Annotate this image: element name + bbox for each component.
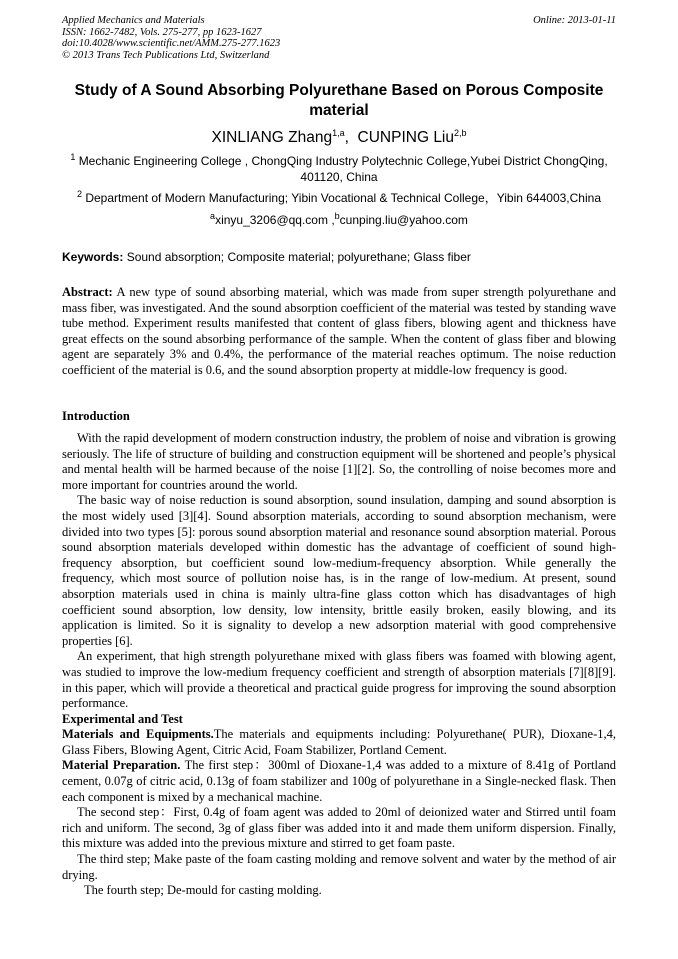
- intro-paragraph-1: With the rapid development of modern construction industry, the problem of noise and vibration is growing seriously. The life of structure of building and construction equipment will be shortened and people’s physical and mental health will be harmed because of the noise [1][2]. So, the controlling of noise becomes more and more important for countries around the world.: [62, 431, 616, 492]
- body-section: [62, 431, 616, 899]
- email-line: [62, 208, 616, 228]
- intro-paragraph-2: The basic way of noise reduction is sound absorption, sound insulation, damping and sound absorption is the most widely used [3][4]. Sound absorption materials, according to sound absorption mechanism, were divided into two types [5]: porous sound absorption material and resonance sound absorption material. Porous sound absorption materials developed within domestic has the advantage of coefficient of sound high-frequency absorption, but coefficient sound low-medium-frequency absorption. While generally the frequency, which most source of pollution noise has, is in the range of low-medium. At present, sound absorption materials used in china is mainly ultra-fine glass cotton which has disadvantages of high coefficient sound absorption, low density, low intensity, brittle easily broken, easily blowing, and its application is limited. So it is signality to develop a new adsorption material with good comprehensive properties [6].: [62, 493, 616, 648]
- email-a-mark: a: [210, 211, 216, 221]
- keywords-label: Keywords:: [62, 250, 124, 264]
- author-2-name: CUNPING Liu: [357, 129, 454, 147]
- affiliation-1-mark: 1: [70, 152, 76, 162]
- experimental-heading: Experimental and Test: [62, 711, 183, 726]
- preparation-paragraph: [62, 758, 616, 805]
- journal-header: [62, 15, 616, 61]
- email-b-mark: b: [334, 211, 340, 221]
- preparation-label: Material Preparation.: [62, 758, 181, 773]
- step-3-paragraph: The third step; Make paste of the foam casting molding and remove solvent and water by the method of air drying.: [62, 852, 616, 882]
- materials-paragraph: [62, 727, 616, 758]
- email-a[interactable]: xinyu_3206@qq.com ,: [215, 213, 335, 227]
- affiliation-2-mark: 2: [76, 189, 82, 199]
- doi-line: doi:10.4028/www.scientific.net/AMM.275-277.1623: [62, 38, 281, 49]
- abstract-label: Abstract:: [62, 285, 113, 299]
- issn-line: ISSN: 1662-7482, Vols. 275-277, pp 1623-1627: [62, 26, 262, 38]
- step-2-paragraph: The second step：First, 0.4g of foam agent was added to 20ml of deionized water and Stirred until foam rich and uniform. The second, 3g of glass fiber was added into it and made them uniform dispersion. Finally, this mixture was added into the previous mixture and stirred to get foam paste.: [62, 805, 616, 851]
- keywords: [62, 249, 616, 265]
- affiliation-1-text: Mechanic Engineering College , ChongQing Industry Polytechnic College,Yubei District ChongQing, 401120, China: [78, 154, 608, 184]
- abstract-text: A new type of sound absorbing material, which was made from super strength polyurethane and mass fiber, was investigated. And the sound absorption coefficient of the material was tested by standing wave tube method. Experiment results manifested that content of glass fibers, blowing agent and thickness have great effects on the sound absorbing performance of the sample. When the content of glass fiber and blowing agent are separately 3% and 0.4%, the performance of the material reaches optimum. The noise reduction coefficient of the material is 0.6, and the sound absorption property at middle-low frequency is good.: [62, 285, 616, 377]
- intro-paragraph-3: An experiment, that high strength polyurethane mixed with glass fibers was foamed with blowing agent, was studied to improve the low-medium frequency coefficient and strength of absorption materials [7][8][9]. in this paper, which will provide a theoretical and practical guide progress for improving the sound absorption performance.: [62, 649, 616, 711]
- author-1-affiliation-mark: 1,a: [332, 128, 345, 138]
- author-2-affiliation-mark: 2,b: [454, 128, 467, 138]
- keywords-text: Sound absorption; Composite material; polyurethane; Glass fiber: [126, 250, 471, 264]
- copyright-line: © 2013 Trans Tech Publications Ltd, Switzerland: [62, 49, 270, 61]
- email-b[interactable]: cunping.liu@yahoo.com: [339, 213, 468, 227]
- affiliation-2-text: Department of Modern Manufacturing; Yibin Vocational & Technical College，Yibin 644003,China: [85, 191, 601, 205]
- materials-text: The materials and equipments including: Polyurethane( PUR), Dioxane-1,4, Glass Fibers, Blowing Agent, Citric Acid, Foam Stabilizer, Portland Cement.: [62, 727, 616, 757]
- journal-name: Applied Mechanics and Materials: [62, 15, 205, 26]
- abstract: [62, 285, 616, 379]
- paper-title: Study of A Sound Absorbing Polyurethane Based on Porous Composite material: [74, 82, 604, 119]
- author-line: [62, 123, 616, 148]
- online-date: Online: 2013-01-11: [533, 15, 616, 26]
- affiliation-2: [62, 186, 616, 206]
- materials-label: Materials and Equipments.: [62, 727, 214, 742]
- affiliation-1: [62, 149, 616, 185]
- author-separator: ,: [344, 129, 358, 147]
- author-1-name: XINLIANG Zhang: [211, 129, 333, 147]
- preparation-text: The first step：300ml of Dioxane-1,4 was added to a mixture of 8.41g of Portland cement, 0.07g of citric acid, 0.13g of foam stabilizer and 100g of polyurethane in a Single-necked flask. Then each component is mixed by a mechanical machine.: [62, 758, 616, 804]
- introduction-heading: Introduction: [62, 409, 130, 423]
- step-4-paragraph: The fourth step; De-mould for casting molding.: [84, 883, 322, 898]
